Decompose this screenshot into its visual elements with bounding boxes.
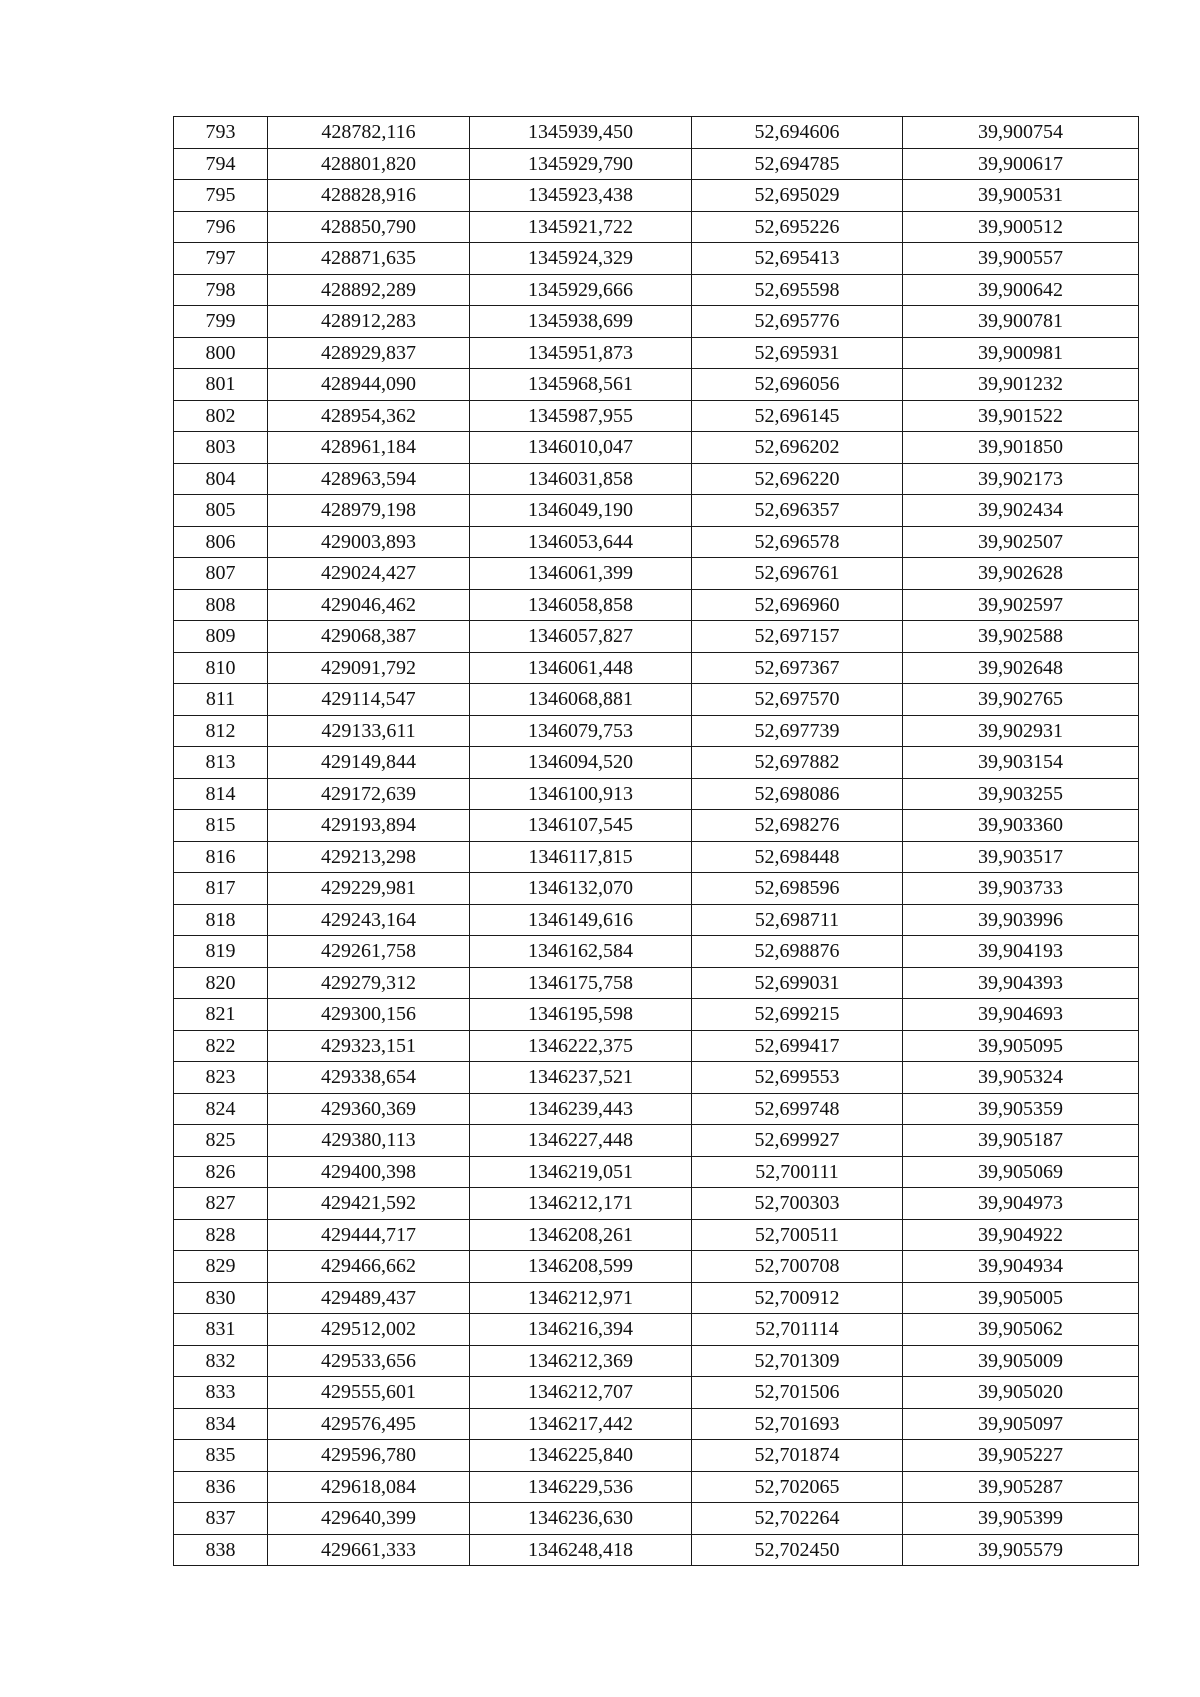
longitude-cell: 39,900754 [903, 117, 1139, 149]
x-coordinate-cell: 429512,002 [268, 1314, 470, 1346]
point-number-cell: 796 [174, 211, 268, 243]
x-coordinate-cell: 429576,495 [268, 1408, 470, 1440]
x-coordinate-cell: 429114,547 [268, 684, 470, 716]
longitude-cell: 39,904922 [903, 1219, 1139, 1251]
x-coordinate-cell: 428954,362 [268, 400, 470, 432]
longitude-cell: 39,904193 [903, 936, 1139, 968]
point-number-cell: 795 [174, 180, 268, 212]
y-coordinate-cell: 1346175,758 [470, 967, 692, 999]
x-coordinate-cell: 429024,427 [268, 558, 470, 590]
latitude-cell: 52,702450 [692, 1534, 903, 1566]
latitude-cell: 52,699215 [692, 999, 903, 1031]
table-row [174, 873, 1139, 905]
longitude-cell: 39,903733 [903, 873, 1139, 905]
longitude-cell: 39,901522 [903, 400, 1139, 432]
point-number-cell: 818 [174, 904, 268, 936]
longitude-cell: 39,900781 [903, 306, 1139, 338]
point-number-cell: 800 [174, 337, 268, 369]
y-coordinate-cell: 1346229,536 [470, 1471, 692, 1503]
latitude-cell: 52,698711 [692, 904, 903, 936]
table-row [174, 1503, 1139, 1535]
latitude-cell: 52,697882 [692, 747, 903, 779]
coordinates-table [173, 116, 1139, 1566]
table-row [174, 558, 1139, 590]
point-number-cell: 810 [174, 652, 268, 684]
x-coordinate-cell: 429229,981 [268, 873, 470, 905]
y-coordinate-cell: 1345951,873 [470, 337, 692, 369]
y-coordinate-cell: 1346061,399 [470, 558, 692, 590]
x-coordinate-cell: 429172,639 [268, 778, 470, 810]
longitude-cell: 39,900642 [903, 274, 1139, 306]
longitude-cell: 39,902765 [903, 684, 1139, 716]
y-coordinate-cell: 1345923,438 [470, 180, 692, 212]
latitude-cell: 52,701114 [692, 1314, 903, 1346]
latitude-cell: 52,697570 [692, 684, 903, 716]
x-coordinate-cell: 428801,820 [268, 148, 470, 180]
x-coordinate-cell: 429003,893 [268, 526, 470, 558]
table-row [174, 1534, 1139, 1566]
point-number-cell: 798 [174, 274, 268, 306]
point-number-cell: 831 [174, 1314, 268, 1346]
latitude-cell: 52,696220 [692, 463, 903, 495]
table-row [174, 652, 1139, 684]
table-row [174, 1030, 1139, 1062]
x-coordinate-cell: 429618,084 [268, 1471, 470, 1503]
table-row [174, 274, 1139, 306]
latitude-cell: 52,695029 [692, 180, 903, 212]
y-coordinate-cell: 1346094,520 [470, 747, 692, 779]
table-row [174, 621, 1139, 653]
coordinates-table-body [174, 117, 1139, 1566]
longitude-cell: 39,902931 [903, 715, 1139, 747]
table-row [174, 1219, 1139, 1251]
x-coordinate-cell: 429133,611 [268, 715, 470, 747]
x-coordinate-cell: 429421,592 [268, 1188, 470, 1220]
point-number-cell: 809 [174, 621, 268, 653]
x-coordinate-cell: 428963,594 [268, 463, 470, 495]
longitude-cell: 39,904393 [903, 967, 1139, 999]
longitude-cell: 39,905069 [903, 1156, 1139, 1188]
x-coordinate-cell: 428929,837 [268, 337, 470, 369]
longitude-cell: 39,905005 [903, 1282, 1139, 1314]
y-coordinate-cell: 1346195,598 [470, 999, 692, 1031]
longitude-cell: 39,905399 [903, 1503, 1139, 1535]
point-number-cell: 826 [174, 1156, 268, 1188]
y-coordinate-cell: 1346212,369 [470, 1345, 692, 1377]
x-coordinate-cell: 429193,894 [268, 810, 470, 842]
point-number-cell: 806 [174, 526, 268, 558]
latitude-cell: 52,700511 [692, 1219, 903, 1251]
latitude-cell: 52,699031 [692, 967, 903, 999]
longitude-cell: 39,905009 [903, 1345, 1139, 1377]
y-coordinate-cell: 1346049,190 [470, 495, 692, 527]
longitude-cell: 39,904973 [903, 1188, 1139, 1220]
longitude-cell: 39,900512 [903, 211, 1139, 243]
y-coordinate-cell: 1346237,521 [470, 1062, 692, 1094]
y-coordinate-cell: 1345929,790 [470, 148, 692, 180]
point-number-cell: 835 [174, 1440, 268, 1472]
point-number-cell: 820 [174, 967, 268, 999]
x-coordinate-cell: 429068,387 [268, 621, 470, 653]
point-number-cell: 793 [174, 117, 268, 149]
latitude-cell: 52,696202 [692, 432, 903, 464]
latitude-cell: 52,699748 [692, 1093, 903, 1125]
point-number-cell: 817 [174, 873, 268, 905]
x-coordinate-cell: 428912,283 [268, 306, 470, 338]
y-coordinate-cell: 1346208,261 [470, 1219, 692, 1251]
latitude-cell: 52,695226 [692, 211, 903, 243]
table-row [174, 1345, 1139, 1377]
longitude-cell: 39,905062 [903, 1314, 1139, 1346]
table-row [174, 1125, 1139, 1157]
y-coordinate-cell: 1346239,443 [470, 1093, 692, 1125]
longitude-cell: 39,905187 [903, 1125, 1139, 1157]
x-coordinate-cell: 429489,437 [268, 1282, 470, 1314]
longitude-cell: 39,901850 [903, 432, 1139, 464]
point-number-cell: 825 [174, 1125, 268, 1157]
latitude-cell: 52,701506 [692, 1377, 903, 1409]
y-coordinate-cell: 1346222,375 [470, 1030, 692, 1062]
y-coordinate-cell: 1346058,858 [470, 589, 692, 621]
point-number-cell: 828 [174, 1219, 268, 1251]
longitude-cell: 39,903255 [903, 778, 1139, 810]
latitude-cell: 52,701309 [692, 1345, 903, 1377]
y-coordinate-cell: 1345929,666 [470, 274, 692, 306]
longitude-cell: 39,903154 [903, 747, 1139, 779]
table-row [174, 180, 1139, 212]
x-coordinate-cell: 428782,116 [268, 117, 470, 149]
y-coordinate-cell: 1345987,955 [470, 400, 692, 432]
latitude-cell: 52,695413 [692, 243, 903, 275]
x-coordinate-cell: 429400,398 [268, 1156, 470, 1188]
y-coordinate-cell: 1345968,561 [470, 369, 692, 401]
x-coordinate-cell: 428979,198 [268, 495, 470, 527]
latitude-cell: 52,700303 [692, 1188, 903, 1220]
point-number-cell: 812 [174, 715, 268, 747]
x-coordinate-cell: 429360,369 [268, 1093, 470, 1125]
longitude-cell: 39,904693 [903, 999, 1139, 1031]
point-number-cell: 797 [174, 243, 268, 275]
y-coordinate-cell: 1346132,070 [470, 873, 692, 905]
x-coordinate-cell: 429380,113 [268, 1125, 470, 1157]
x-coordinate-cell: 429466,662 [268, 1251, 470, 1283]
longitude-cell: 39,902628 [903, 558, 1139, 590]
point-number-cell: 824 [174, 1093, 268, 1125]
y-coordinate-cell: 1346061,448 [470, 652, 692, 684]
table-row [174, 369, 1139, 401]
y-coordinate-cell: 1346216,394 [470, 1314, 692, 1346]
latitude-cell: 52,700912 [692, 1282, 903, 1314]
table-row [174, 1471, 1139, 1503]
x-coordinate-cell: 429661,333 [268, 1534, 470, 1566]
table-row [174, 810, 1139, 842]
latitude-cell: 52,698086 [692, 778, 903, 810]
point-number-cell: 801 [174, 369, 268, 401]
table-row [174, 117, 1139, 149]
x-coordinate-cell: 429596,780 [268, 1440, 470, 1472]
point-number-cell: 830 [174, 1282, 268, 1314]
y-coordinate-cell: 1346031,858 [470, 463, 692, 495]
table-row [174, 526, 1139, 558]
x-coordinate-cell: 428961,184 [268, 432, 470, 464]
table-row [174, 400, 1139, 432]
point-number-cell: 794 [174, 148, 268, 180]
point-number-cell: 808 [174, 589, 268, 621]
x-coordinate-cell: 429149,844 [268, 747, 470, 779]
latitude-cell: 52,694785 [692, 148, 903, 180]
point-number-cell: 827 [174, 1188, 268, 1220]
x-coordinate-cell: 428828,916 [268, 180, 470, 212]
table-row [174, 495, 1139, 527]
longitude-cell: 39,905095 [903, 1030, 1139, 1062]
longitude-cell: 39,902597 [903, 589, 1139, 621]
x-coordinate-cell: 429323,151 [268, 1030, 470, 1062]
table-row [174, 747, 1139, 779]
x-coordinate-cell: 429555,601 [268, 1377, 470, 1409]
table-row [174, 684, 1139, 716]
x-coordinate-cell: 428850,790 [268, 211, 470, 243]
longitude-cell: 39,900557 [903, 243, 1139, 275]
point-number-cell: 815 [174, 810, 268, 842]
latitude-cell: 52,699927 [692, 1125, 903, 1157]
longitude-cell: 39,904934 [903, 1251, 1139, 1283]
point-number-cell: 832 [174, 1345, 268, 1377]
y-coordinate-cell: 1346053,644 [470, 526, 692, 558]
y-coordinate-cell: 1346217,442 [470, 1408, 692, 1440]
x-coordinate-cell: 429533,656 [268, 1345, 470, 1377]
longitude-cell: 39,905359 [903, 1093, 1139, 1125]
point-number-cell: 838 [174, 1534, 268, 1566]
latitude-cell: 52,698596 [692, 873, 903, 905]
table-row [174, 1377, 1139, 1409]
latitude-cell: 52,695931 [692, 337, 903, 369]
y-coordinate-cell: 1345921,722 [470, 211, 692, 243]
table-row [174, 211, 1139, 243]
point-number-cell: 819 [174, 936, 268, 968]
table-row [174, 337, 1139, 369]
latitude-cell: 52,699553 [692, 1062, 903, 1094]
latitude-cell: 52,698876 [692, 936, 903, 968]
longitude-cell: 39,902588 [903, 621, 1139, 653]
y-coordinate-cell: 1346149,616 [470, 904, 692, 936]
point-number-cell: 833 [174, 1377, 268, 1409]
y-coordinate-cell: 1346212,707 [470, 1377, 692, 1409]
longitude-cell: 39,905020 [903, 1377, 1139, 1409]
point-number-cell: 805 [174, 495, 268, 527]
longitude-cell: 39,900981 [903, 337, 1139, 369]
y-coordinate-cell: 1346248,418 [470, 1534, 692, 1566]
longitude-cell: 39,903517 [903, 841, 1139, 873]
point-number-cell: 823 [174, 1062, 268, 1094]
table-row [174, 999, 1139, 1031]
x-coordinate-cell: 429091,792 [268, 652, 470, 684]
longitude-cell: 39,905097 [903, 1408, 1139, 1440]
latitude-cell: 52,696960 [692, 589, 903, 621]
table-row [174, 904, 1139, 936]
table-row [174, 1156, 1139, 1188]
y-coordinate-cell: 1346079,753 [470, 715, 692, 747]
point-number-cell: 807 [174, 558, 268, 590]
latitude-cell: 52,702065 [692, 1471, 903, 1503]
x-coordinate-cell: 428892,289 [268, 274, 470, 306]
table-row [174, 715, 1139, 747]
point-number-cell: 804 [174, 463, 268, 495]
y-coordinate-cell: 1346010,047 [470, 432, 692, 464]
latitude-cell: 52,697739 [692, 715, 903, 747]
latitude-cell: 52,697367 [692, 652, 903, 684]
x-coordinate-cell: 429640,399 [268, 1503, 470, 1535]
x-coordinate-cell: 429300,156 [268, 999, 470, 1031]
latitude-cell: 52,696357 [692, 495, 903, 527]
point-number-cell: 814 [174, 778, 268, 810]
latitude-cell: 52,696145 [692, 400, 903, 432]
latitude-cell: 52,694606 [692, 117, 903, 149]
table-row [174, 778, 1139, 810]
y-coordinate-cell: 1345938,699 [470, 306, 692, 338]
point-number-cell: 811 [174, 684, 268, 716]
y-coordinate-cell: 1346068,881 [470, 684, 692, 716]
point-number-cell: 802 [174, 400, 268, 432]
table-row [174, 967, 1139, 999]
y-coordinate-cell: 1345939,450 [470, 117, 692, 149]
y-coordinate-cell: 1345924,329 [470, 243, 692, 275]
latitude-cell: 52,702264 [692, 1503, 903, 1535]
table-row [174, 589, 1139, 621]
y-coordinate-cell: 1346057,827 [470, 621, 692, 653]
x-coordinate-cell: 428944,090 [268, 369, 470, 401]
table-row [174, 1062, 1139, 1094]
point-number-cell: 822 [174, 1030, 268, 1062]
point-number-cell: 834 [174, 1408, 268, 1440]
y-coordinate-cell: 1346100,913 [470, 778, 692, 810]
latitude-cell: 52,699417 [692, 1030, 903, 1062]
longitude-cell: 39,905227 [903, 1440, 1139, 1472]
latitude-cell: 52,696056 [692, 369, 903, 401]
y-coordinate-cell: 1346107,545 [470, 810, 692, 842]
longitude-cell: 39,901232 [903, 369, 1139, 401]
longitude-cell: 39,903360 [903, 810, 1139, 842]
longitude-cell: 39,905287 [903, 1471, 1139, 1503]
table-row [174, 1282, 1139, 1314]
table-row [174, 1408, 1139, 1440]
longitude-cell: 39,900617 [903, 148, 1139, 180]
table-row [174, 1093, 1139, 1125]
y-coordinate-cell: 1346162,584 [470, 936, 692, 968]
latitude-cell: 52,700111 [692, 1156, 903, 1188]
y-coordinate-cell: 1346212,971 [470, 1282, 692, 1314]
table-row [174, 432, 1139, 464]
x-coordinate-cell: 429243,164 [268, 904, 470, 936]
point-number-cell: 803 [174, 432, 268, 464]
point-number-cell: 836 [174, 1471, 268, 1503]
longitude-cell: 39,903996 [903, 904, 1139, 936]
x-coordinate-cell: 429213,298 [268, 841, 470, 873]
longitude-cell: 39,902507 [903, 526, 1139, 558]
latitude-cell: 52,697157 [692, 621, 903, 653]
table-row [174, 243, 1139, 275]
latitude-cell: 52,698448 [692, 841, 903, 873]
table-row [174, 1314, 1139, 1346]
longitude-cell: 39,900531 [903, 180, 1139, 212]
latitude-cell: 52,700708 [692, 1251, 903, 1283]
longitude-cell: 39,902648 [903, 652, 1139, 684]
table-row [174, 148, 1139, 180]
y-coordinate-cell: 1346212,171 [470, 1188, 692, 1220]
latitude-cell: 52,698276 [692, 810, 903, 842]
longitude-cell: 39,902434 [903, 495, 1139, 527]
longitude-cell: 39,902173 [903, 463, 1139, 495]
table-row [174, 841, 1139, 873]
point-number-cell: 816 [174, 841, 268, 873]
latitude-cell: 52,695776 [692, 306, 903, 338]
table-row [174, 936, 1139, 968]
point-number-cell: 821 [174, 999, 268, 1031]
point-number-cell: 813 [174, 747, 268, 779]
longitude-cell: 39,905324 [903, 1062, 1139, 1094]
point-number-cell: 799 [174, 306, 268, 338]
y-coordinate-cell: 1346227,448 [470, 1125, 692, 1157]
latitude-cell: 52,696761 [692, 558, 903, 590]
table-row [174, 1440, 1139, 1472]
x-coordinate-cell: 429444,717 [268, 1219, 470, 1251]
x-coordinate-cell: 429046,462 [268, 589, 470, 621]
longitude-cell: 39,905579 [903, 1534, 1139, 1566]
y-coordinate-cell: 1346225,840 [470, 1440, 692, 1472]
table-row [174, 1188, 1139, 1220]
latitude-cell: 52,701874 [692, 1440, 903, 1472]
latitude-cell: 52,696578 [692, 526, 903, 558]
point-number-cell: 837 [174, 1503, 268, 1535]
y-coordinate-cell: 1346219,051 [470, 1156, 692, 1188]
y-coordinate-cell: 1346208,599 [470, 1251, 692, 1283]
y-coordinate-cell: 1346236,630 [470, 1503, 692, 1535]
x-coordinate-cell: 429261,758 [268, 936, 470, 968]
latitude-cell: 52,695598 [692, 274, 903, 306]
table-row [174, 1251, 1139, 1283]
table-row [174, 306, 1139, 338]
table-row [174, 463, 1139, 495]
point-number-cell: 829 [174, 1251, 268, 1283]
x-coordinate-cell: 429279,312 [268, 967, 470, 999]
latitude-cell: 52,701693 [692, 1408, 903, 1440]
y-coordinate-cell: 1346117,815 [470, 841, 692, 873]
x-coordinate-cell: 429338,654 [268, 1062, 470, 1094]
x-coordinate-cell: 428871,635 [268, 243, 470, 275]
